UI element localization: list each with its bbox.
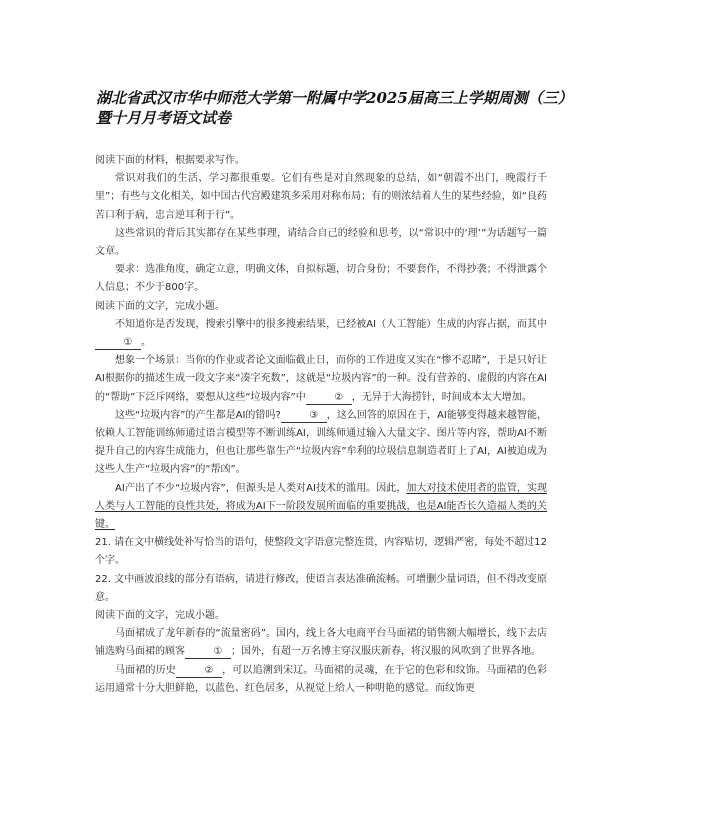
ai-p2-text-a: 想象一个场景：当你的作业或者论文面临截止日，而你的工作进度又实在“惨不忍睹”，于是只好让AI根据你的描述生成一段文字来“凑字充数”，这就是“垃圾内容”的一种。没有营养的、虚假的内容在AI的“帮助”下泛斥网络，要想从这些“垃圾内容”中 <box>95 355 547 403</box>
wavy-underlined-sentence: 加大对技术使用者的监管，实现人类与人工智能的良性共处，将成为AI下一阶段发展所面临的重要挑战，也是AI能否长久造福人类的关键。 <box>95 482 547 531</box>
ai-p1-text-b: 。 <box>141 337 151 349</box>
writing-material-paragraph-1: 常识对我们的生活、学习都很重要。它们有些是对自然现象的总结，如“朝霞不出门，晚霞行千里”；有些与文化相关，如中国古代宫殿建筑多采用对称布局；有的则浓结着人生的某些经验，如“良药苦口利于病，忠言逆耳利于行”。 <box>95 173 547 221</box>
document-body <box>95 152 547 698</box>
ai-paragraph-3 <box>95 407 547 480</box>
question-21: 21. 请在文中横线处补写恰当的语句，使整段文字语意完整连贯，内容贴切，逻辑严密，每处不超过12个字。 <box>95 537 547 567</box>
blank-1: ① <box>95 336 141 350</box>
writing-material-paragraph-2: 这些常识的背后其实都存在某些事理，请结合自己的经验和思考，以“常识中的‘理’”为话题写一篇文章。 <box>95 227 547 258</box>
reading-intro-1: 阅读下面的文字，完成小题。 <box>95 300 225 312</box>
ai-paragraph-1 <box>95 316 547 352</box>
document-title <box>96 88 616 128</box>
blank-2: ② <box>306 391 352 405</box>
title-line-1: 湖北省武汉市华中师范大学第一附属中学2025届高三上学期周测（三） <box>96 89 573 107</box>
blank-2b: ② <box>176 664 222 678</box>
writing-task-intro: 阅读下面的材料，根据要求写作。 <box>95 155 245 166</box>
question-22: 22. 文中画波浪线的部分有语病，请进行修改，使语言表达准确流畅。可增删少量词语，但不得改变原意。 <box>95 573 547 603</box>
title-line-2: 暨十月月考语文试卷 <box>96 109 232 127</box>
mamian-p1-text-b: ；国外，有超一万名博主穿汉服庆新春，将汉服的风吹到了世界各地。 <box>231 646 541 658</box>
ai-paragraph-2 <box>95 352 547 407</box>
mamian-paragraph-2 <box>95 662 547 698</box>
mamian-p2-text-a: 马面裙的历史 <box>115 664 176 676</box>
ai-p2-text-b: ，无异于大海捞针，时间成本太大增加。 <box>351 391 532 403</box>
ai-p3-text-b: ，这么回答的原因在于，AI能够变得越来越智能，依赖人工智能训练师通过语言模型等不断训练AI，训练师通过输入大量文字、图片等内容，帮助AI不断提升自己的内容生成能力，但也让那些靠生产“垃圾内容”牟利的垃圾信息制造者盯上了AI，AI被迫成为这些人生产“垃圾内容”的“帮凶”。 <box>95 409 547 476</box>
reading-intro-2: 阅读下面的文字，完成小题。 <box>95 610 225 622</box>
blank-1b: ① <box>185 645 231 659</box>
ai-p3-text-a: 这些“垃圾内容”的产生都是AI的错吗? <box>115 409 281 421</box>
ai-paragraph-4 <box>95 480 547 535</box>
writing-requirements: 要求：选准角度，确定立意，明确文体，自拟标题，切合身份；不要套作，不得抄袭；不得泄露个人信息；不少于800字。 <box>95 264 547 294</box>
ai-p4-text: AI产出了不少“垃圾内容”，但源头是人类对AI技术的滥用。因此， <box>115 482 407 494</box>
ai-p1-text-a: 不知道你是否发现，搜索引擎中的很多搜索结果，已经被AI（人工智能）生成的内容占据，而其中 <box>115 318 547 330</box>
mamian-paragraph-1 <box>95 625 547 661</box>
blank-3: ③ <box>281 409 327 423</box>
mamian-p2-text-b: ，可以追溯到宋辽。马面裙的灵魂，在于它的色彩和纹饰。马面裙的色彩运用通常十分大胆鲜艳，以蓝色、红色居多，从视觉上给人一种明艳的感觉。而纹饰更 <box>95 664 548 694</box>
mamian-p1-text-a: 马面裙成了龙年新春的“流量密码”。国内，线上各大电商平台马面裙的销售额大幅增长，线下去店铺选购马面裙的顾客 <box>95 628 547 658</box>
